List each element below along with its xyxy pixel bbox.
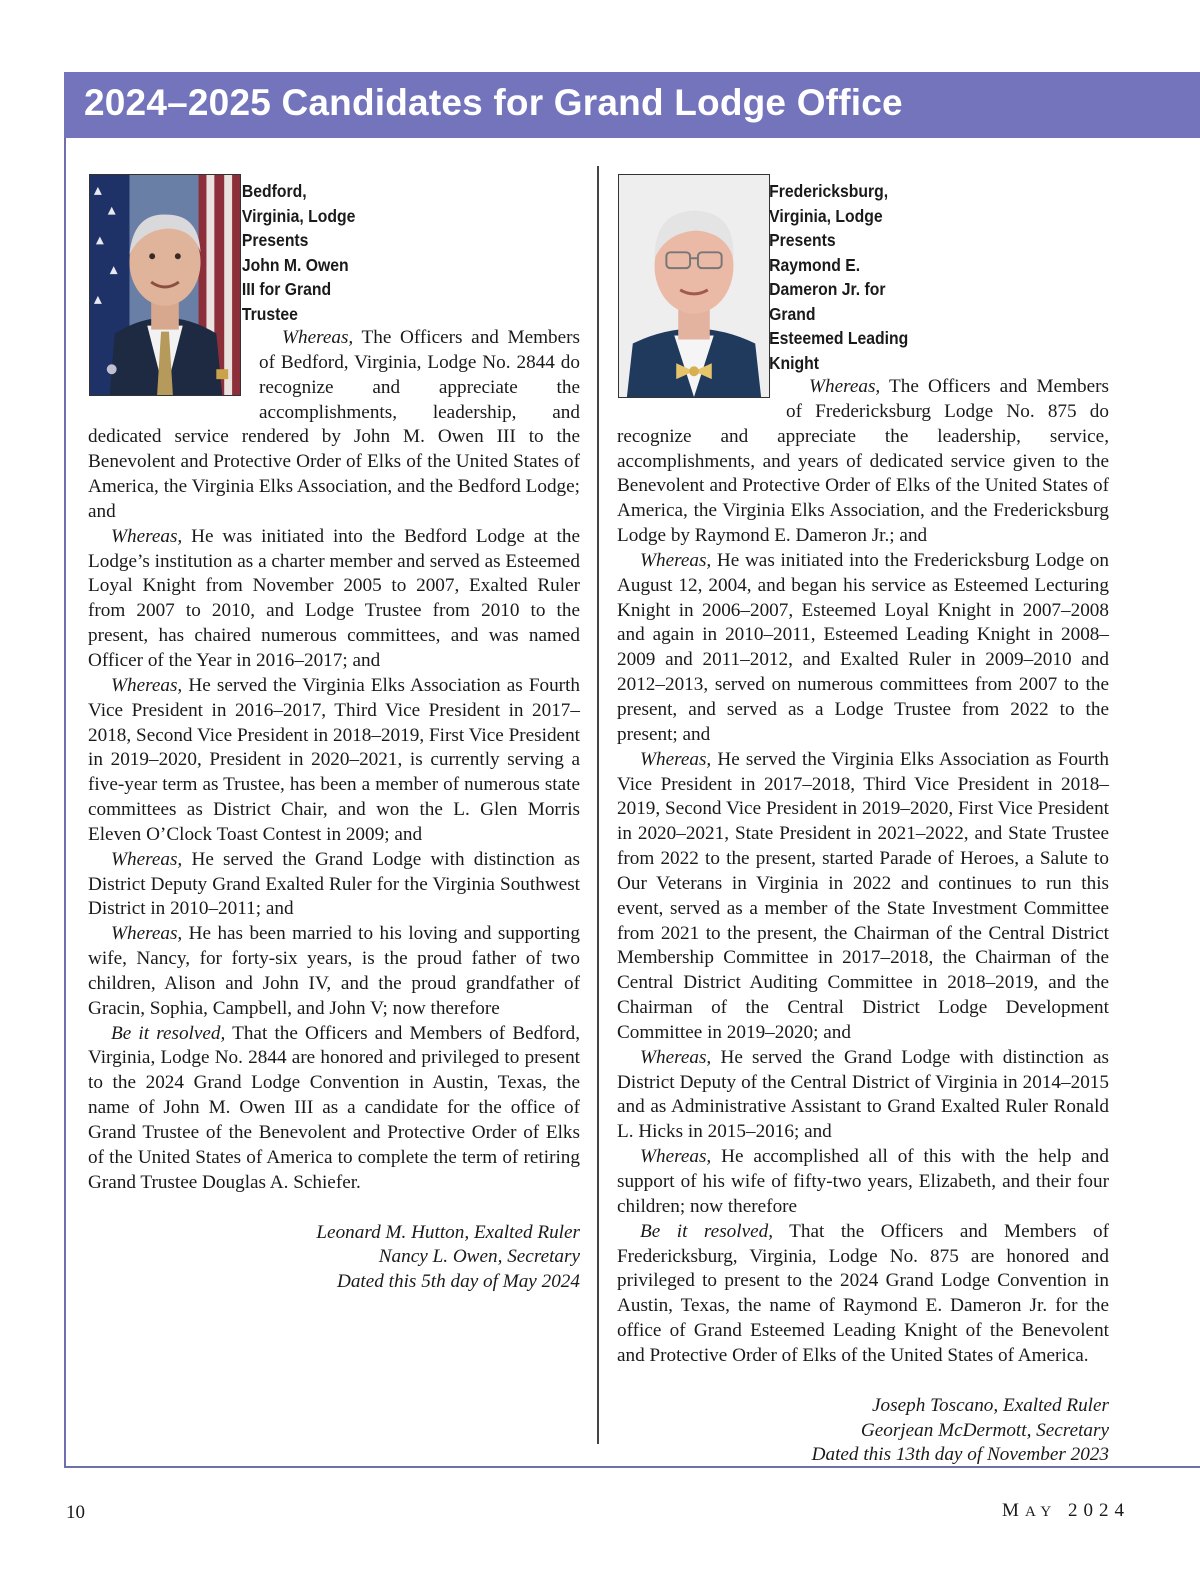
right-column <box>617 172 1109 1468</box>
right-paragraph-4 <box>617 1046 1109 1145</box>
right-heading <box>617 179 928 375</box>
signoff-line: Dated this 5th day of May 2024 <box>336 1271 580 1293</box>
right-heading-line-3: Esteemed Leading Knight <box>769 328 909 373</box>
left-paragraph-5 <box>88 922 580 1021</box>
left-paragraph-3 <box>88 674 580 848</box>
left-column <box>88 172 580 1295</box>
paragraph-lead: Whereas, <box>111 525 183 547</box>
left-signoff <box>88 1221 580 1296</box>
page-title: 2024–2025 Candidates for Grand Lodge Office <box>84 82 903 123</box>
signoff-line: Nancy L. Owen, Secretary <box>378 1246 580 1268</box>
signoff-line: Dated this 13th day of November 2023 <box>811 1444 1109 1466</box>
paragraph-lead: Whereas, <box>640 1146 712 1168</box>
paragraph-lead: Whereas, <box>111 923 183 945</box>
right-paragraph-1 <box>617 375 1109 549</box>
month-rest: AY <box>1024 1504 1058 1520</box>
paragraph-text: He has been married to his loving and supporting wife, Nancy, for forty-six years, is the proud father of two children, Alison and John IV, and the proud grandfather of Gracin, Sophia, Campbell, and John V; now therefore <box>88 923 580 1019</box>
right-paragraph-5 <box>617 1145 1109 1220</box>
paragraph-lead: Whereas, <box>640 1046 712 1068</box>
paragraph-lead: Whereas, <box>640 549 712 571</box>
paragraph-lead: Whereas, <box>809 376 881 397</box>
paragraph-text: He served the Virginia Elks Association as Fourth Vice President in 2016–2017, Third Vice President in 2017–2018, Second Vice President in 2018–2019, First Vice President in 2019–2020, President in 2020–2021, is currently serving a five-year term as Trustee, has been a member of numerous state committees as District Chair, and won the L. Glen Morris Eleven O’Clock Toast Contest in 2009; and <box>88 674 580 845</box>
paragraph-lead: Be it resolved, <box>111 1022 226 1044</box>
left-heading-line-2: John M. Owen III for Grand Trustee <box>241 254 349 324</box>
paragraph-text: He was initiated into the Bedford Lodge at the Lodge’s institution as a charter member and served as Esteemed Loyal Knight from November 2005 to 2007, Exalted Ruler from 2007 to 2010, and Lodge Trustee from 2010 to the present, has chaired numerous committees, and was named Officer of the Year in 2016–2017; and <box>88 525 580 671</box>
paragraph-lead: Whereas, <box>111 674 183 696</box>
paragraph-text: He was initiated into the Fredericksburg Lodge on August 12, 2004, and began his service as Esteemed Lecturing Knight in 2006–2007, Esteemed Loyal Knight in 2007–2008 and again in 2010–2011, Esteemed Leading Knight in 2008–2009 and 2011–2012, and Exalted Ruler in 2009–2010 and 2012–2013, served on numerous committees from 2007 to the present, and served as a Lodge Trustee from 2022 to the present; and <box>617 549 1109 745</box>
page-number: 10 <box>66 1502 85 1523</box>
column-divider <box>597 166 599 1444</box>
paragraph-lead: Be it resolved, <box>640 1220 774 1242</box>
left-heading-line-1: Bedford, Virginia, Lodge Presents <box>241 181 356 250</box>
title-banner <box>64 72 1200 138</box>
right-paragraph-2 <box>617 549 1109 748</box>
paragraph-lead: Whereas, <box>640 748 712 770</box>
paragraph-text: He accomplished all of this with the help and support of his wife of fifty-two years, Elizabeth, and their four children; now therefore <box>617 1146 1109 1217</box>
right-signoff <box>617 1394 1109 1469</box>
left-paragraph-2 <box>88 525 580 674</box>
paragraph-lead: Whereas, <box>282 327 354 348</box>
left-paragraph-6 <box>88 1022 580 1196</box>
right-paragraph-3 <box>617 748 1109 1046</box>
signoff-line: Joseph Toscano, Exalted Ruler <box>872 1394 1109 1416</box>
issue-year: 2024 <box>1068 1500 1130 1521</box>
paragraph-text: That the Officers and Members of Bedford, Virginia, Lodge No. 2844 are honored and privileged to present to the 2024 Grand Lodge Convention in Austin, Texas, the name of John M. Owen III as a candidate for the office of Grand Trustee of the Benevolent and Protective Order of Elks of the United States of America to complete the term of retiring Grand Trustee Douglas A. Schiefer. <box>88 1022 580 1193</box>
right-paragraph-6 <box>617 1220 1109 1369</box>
left-heading <box>88 179 358 326</box>
paragraph-text: He served the Grand Lodge with distinction as District Deputy Grand Exalted Ruler for the Virginia Southwest District in 2010–2011; and <box>88 848 580 920</box>
signoff-line: Leonard M. Hutton, Exalted Ruler <box>316 1221 580 1243</box>
paragraph-lead: Whereas, <box>111 848 183 870</box>
left-paragraph-4 <box>88 848 580 923</box>
right-heading-line-2: Raymond E. Dameron Jr. for Grand <box>769 254 886 324</box>
issue-date <box>1002 1500 1130 1522</box>
right-heading-line-1: Fredericksburg, Virginia, Lodge Presents <box>769 181 889 250</box>
paragraph-text: He served the Virginia Elks Association as Fourth Vice President in 2017–2018, Third Vice President in 2018–2019, Second Vice President in 2019–2020, First Vice President in 2020–2021, State President in 2021–2022, and State Trustee from 2022 to the present, started Parade of Heroes, a Salute to Our Veterans in Virginia in 2022 and continues to run this event, served as a member of the State Investment Committee from 2021 to the present, the Chairman of the Central District Membership Committee in 2017–2018, the Chairman of the Central District Auditing Committee in 2018–2019, and the Chairman of the Central District Lodge Development Committee in 2019–2020; and <box>617 748 1109 1043</box>
signoff-line: Georjean McDermott, Secretary <box>860 1419 1109 1441</box>
paragraph-text: The Officers and Members of Fredericksburg Lodge No. 875 do recognize and appreciate the leadership, service, accomplishments, and years of dedicated service given to the Benevolent and Protective Order of Elks of the United States of America, the Virginia Elks Association, and the Fredericksburg Lodge by Raymond E. Dameron Jr.; and <box>617 376 1109 547</box>
month-initial: M <box>1002 1500 1025 1521</box>
paragraph-text: He served the Grand Lodge with distinction as District Deputy of the Central District of Virginia in 2014–2015 and as Administrative Assistant to Grand Exalted Ruler Ronald L. Hicks in 2015–2016; and <box>617 1046 1109 1143</box>
paragraph-text: The Officers and Members of Bedford, Virginia, Lodge No. 2844 do recognize and appreciate the accomplishments, leadership, and dedicated service rendered by John M. Owen III to the Benevolent and Protective Order of Elks of the United States of America, the Virginia Elks Association, and the Bedford Lodge; and <box>88 327 580 522</box>
paragraph-text: That the Officers and Members of Fredericksburg, Virginia, Lodge No. 875 are honored and privileged to present to the 2024 Grand Lodge Convention in Austin, Texas, the name of Raymond E. Dameron Jr. for the office of Grand Esteemed Leading Knight of the Benevolent and Protective Order of Elks of the United States of America. <box>617 1220 1109 1366</box>
